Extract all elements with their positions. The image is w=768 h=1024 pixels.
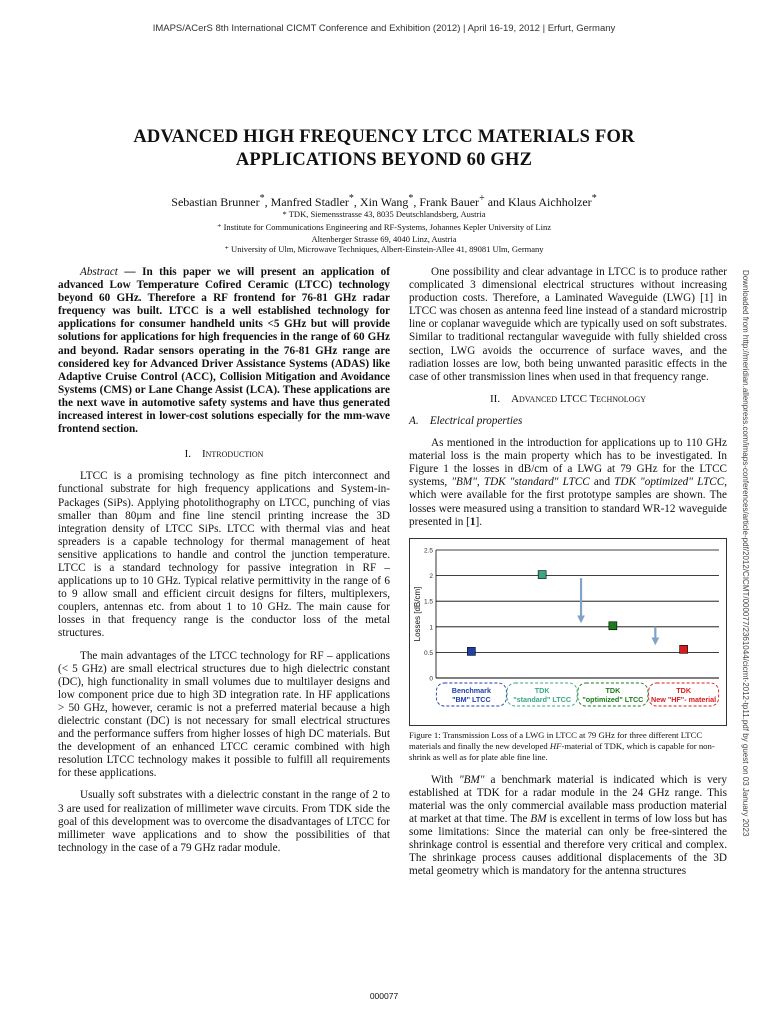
- title-line-1: ADVANCED HIGH FREQUENCY LTCC MATERIALS FOR: [133, 127, 635, 147]
- title-line-2: APPLICATIONS BEYOND 60 GHZ: [235, 150, 533, 170]
- category-label: TDK: [605, 685, 621, 695]
- paragraph: [409, 774, 727, 879]
- data-point: [467, 647, 475, 655]
- paper-title: [60, 126, 708, 172]
- category-label: "BM" LTCC: [452, 694, 491, 704]
- text-run: ].: [475, 515, 483, 528]
- figure-1: [409, 538, 727, 726]
- category-label: TDK: [676, 685, 692, 695]
- page-number: 000077: [369, 991, 399, 1001]
- y-tick-label: 0: [429, 675, 433, 683]
- right-column: [409, 266, 727, 887]
- conference-header: IMAPS/ACerS 8th International CICMT Conference and Exhibition (2012) | April 16-19, 2012 | Erfurt, Germany: [152, 23, 616, 34]
- author-name: Sebastian Brunner: [171, 195, 260, 209]
- text-run-italic: "BM": [451, 476, 477, 489]
- paragraph: The main advantages of the LTCC technology for RF – applications (< 5 GHz) are small electrical structures due to high dielectric constant (DC), high functionality in small volumes due to multilayer designs and low component price due to high 3D integration rate. In HF applications > 50 GHz, however, ceramic is not a preferred material because a high dielectric constant (DC) is not necessary for small electrical structures and the performance suffers from higher losses of high DC materials. But the development of an enhanced LTCC ceramic combined with high resolution LTCC technology makes it possible to fulfill all requirements for these applications.: [58, 649, 390, 780]
- affiliation-line: ⁺ University of Ulm, Microwave Techniques, Albert-Einstein-Allee 41, 89081 Ulm, Germany: [224, 244, 544, 254]
- loss-chart: [409, 538, 727, 726]
- text-run-italic: TDK "optimized" LTCC: [614, 476, 725, 489]
- author-mark: *: [591, 193, 597, 204]
- abstract: Abstract — In this paper we will present an application of advanced Low Temperature Cofired Ceramic (LTCC) technology beyond 60 GHz. Therefore a RF frontend for 76-81 GHz radar frequency was built. LTCC is a well established technology for applications for consumer handheld units <5 GHz but will provide solutions for applications for high frequencies in the range of 60 GHz and beyond. Radar sensors operating in the 76-81 GHz range are considered key for Advanced Driver Assistance Systems (ADAS) like Adaptive Cruise Control (ACC), Collision Mitigation and Avoidance Systems (CMS) or Lane Change Assist (LCA). These applications are the next wave in automotive safety systems and have thus generated increased interest in lower-cost solutions especially for the mm-wave frontend section.: [58, 266, 390, 436]
- text-run-italic: "BM": [458, 773, 485, 786]
- section-heading: [409, 393, 727, 406]
- text-run-italic: BM: [530, 812, 547, 825]
- paragraph: LTCC is a promising technology as fine pitch interconnect and functional substrate for high frequency applications and System-in-Packages (SiPs). Applying photolithography on LTCC, punching of vias smaller than 80µm and fine line stencil printing increase the 3D integration density of LTCC SiPs. LTCC with thermal vias and heat spreaders is a capable technology for thermal management of heat sensitive applications to handle and control the junction temperature. LTCC is a standard technology for passive integration in RF – applications up to 10 GHz. Typical relative permittivity in the range of 6 to 9 allow small and efficient circuit designs for filters, multiplexers, couplers, antennas etc. from about 1 to 10 GHz. The main cause for losses in that frequency range is the conductor loss of the metal structures.: [58, 470, 390, 640]
- data-point: [538, 570, 546, 578]
- section-heading: [58, 448, 390, 461]
- paragraph: [409, 437, 727, 529]
- author-mark: *: [348, 193, 354, 204]
- text-run: is excellent in terms of low loss but has some limitations: Since the material can only be free-sintered the shrinkage control is essential and therefore very critical and complex. The shrinkage process causes additional displacements of the 3D metal geometry which is mandatory for the antenna structures: [409, 812, 727, 878]
- affiliation-line: ⁺ Institute for Communications Engineering and RF-Systems, Johannes Kepler University of Linz: [216, 222, 552, 232]
- text-run: a benchmark material is indicated which is very established at TDK for a radar module in the 24 GHz range. This material was the only commercial available mass production material at market at that time. The: [409, 773, 728, 825]
- text-run: With: [431, 773, 459, 786]
- y-tick-label: 0.5: [423, 649, 433, 657]
- abstract-text: In this paper we will present an application of advanced Low Temperature Cofired Ceramic (LTCC) technology beyond 60 GHz. Therefore a RF frontend for 76-81 GHz radar frequency was built. LTCC is a well established technology for applications for consumer handheld units <5 GHz but will provide solutions for applications for high frequencies in the range of 60 GHz and beyond. Radar sensors operating in the 76-81 GHz range are considered key for Advanced Driver Assistance Systems (ADAS) like Adaptive Cruise Control (ACC), Collision Mitigation and Avoidance Systems (CMS) or Lane Change Assist (LCA). These applications are the next wave in automotive safety systems and have thus generated increased interest in lower-cost solutions especially for the mm-wave frontend section.: [58, 266, 390, 436]
- figure-caption: [409, 730, 727, 763]
- text-run-italic: HF: [549, 740, 562, 751]
- y-tick-label: 1.5: [423, 598, 433, 606]
- text-run-italic: TDK "standard" LTCC: [483, 476, 590, 489]
- section-title: Advanced LTCC Technology: [511, 392, 646, 405]
- author-name: Klaus Aichholzer: [508, 195, 592, 209]
- download-notice-text: Downloaded from http://meridian.allenpress.com/imaps-conferences/article-pdf/2012/CICMT/000077/2361044/cicmt-2012-tp11.pdf by guest on 03 January 2023: [741, 270, 750, 837]
- affiliation-line: * TDK, Siemensstrasse 43, 8035 Deutschlandsberg, Austria: [282, 209, 486, 219]
- abstract-label: Abstract: [80, 266, 118, 278]
- data-point: [609, 621, 617, 629]
- author-name: Frank Bauer: [419, 195, 480, 209]
- data-point: [680, 645, 688, 653]
- y-tick-label: 2: [429, 572, 433, 580]
- category-label: TDK: [534, 685, 550, 695]
- y-tick-label: 1: [429, 623, 433, 631]
- author-name: Manfred Stadler: [270, 195, 349, 209]
- paragraph: One possibility and clear advantage in LTCC is to produce rather complicated 3 dimensional electrical structures without increasing production costs. Therefore, a Laminated Waveguide (LWG) [1] in LTCC was chosen as antenna feed line instead of a standard microstrip line or coplanar waveguide which are typically used on soft substrates. Similar to traditional rectangular waveguide with fully shielded cross section, LWG avoids the occurrence of surface waves, and the radiation losses are low, both being unwanted parasitic effects in the case of other transmission lines when used in that frequency range.: [409, 266, 727, 383]
- section-title: Introduction: [201, 448, 264, 461]
- text-run: -material of TDK, which is capable for non-shrink as well as for plate able fine line.: [409, 740, 715, 762]
- left-column: [58, 266, 390, 864]
- category-label: New "HF"- material: [651, 694, 717, 704]
- category-label: "standard" LTCC: [513, 694, 572, 704]
- author-name: Xin Wang: [359, 195, 409, 209]
- author-list: Sebastian Brunner*, Manfred Stadler*, Xin Wang*, Frank Bauer+ and Klaus Aichholzer*: [171, 193, 597, 209]
- author-mark: +: [479, 193, 485, 204]
- affiliation-line: Altenberger Strasse 69, 4040 Linz, Austria: [311, 234, 457, 244]
- author-mark: *: [259, 193, 265, 204]
- y-tick-label: 2.5: [423, 547, 433, 555]
- category-label: "optimized" LTCC: [582, 694, 644, 704]
- section-number: I.: [184, 448, 191, 461]
- text-run: , which were available for the first prototype samples are shown. The losses were measured using a transition to standard WR-12 waveguide presented in [: [409, 476, 728, 528]
- text-run: Figure 1: Transmission Loss of a LWG in LTCC at 79 GHz for three different LTCC materials and finally the new developed: [409, 729, 703, 751]
- text-run: and: [589, 476, 615, 489]
- text-run: ,: [476, 476, 484, 489]
- citation: 1: [469, 515, 476, 528]
- category-label: Benchmark: [451, 685, 491, 695]
- download-notice: [738, 270, 752, 837]
- paragraph: Usually soft substrates with a dielectric constant in the range of 2 to 3 are used for realization of millimeter wave circuits. From TDK side the goal of this development was to overcome the disadvantages of LTCC for millimeter wave applications and to show the possibilities of that technology in the case of a 79 GHz radar module.: [58, 789, 390, 854]
- author-mark: *: [408, 193, 414, 204]
- section-number: II.: [490, 392, 501, 405]
- subsection-heading: A. Electrical properties: [409, 414, 523, 427]
- y-axis-label: Losses [dB/cm]: [413, 586, 422, 642]
- text-run: As mentioned in the introduction for applications up to 110 GHz material loss is the main property which has to be investigated. In Figure 1 the losses in dB/cm of a LWG at 79 GHz for the LTCC systems,: [409, 437, 727, 489]
